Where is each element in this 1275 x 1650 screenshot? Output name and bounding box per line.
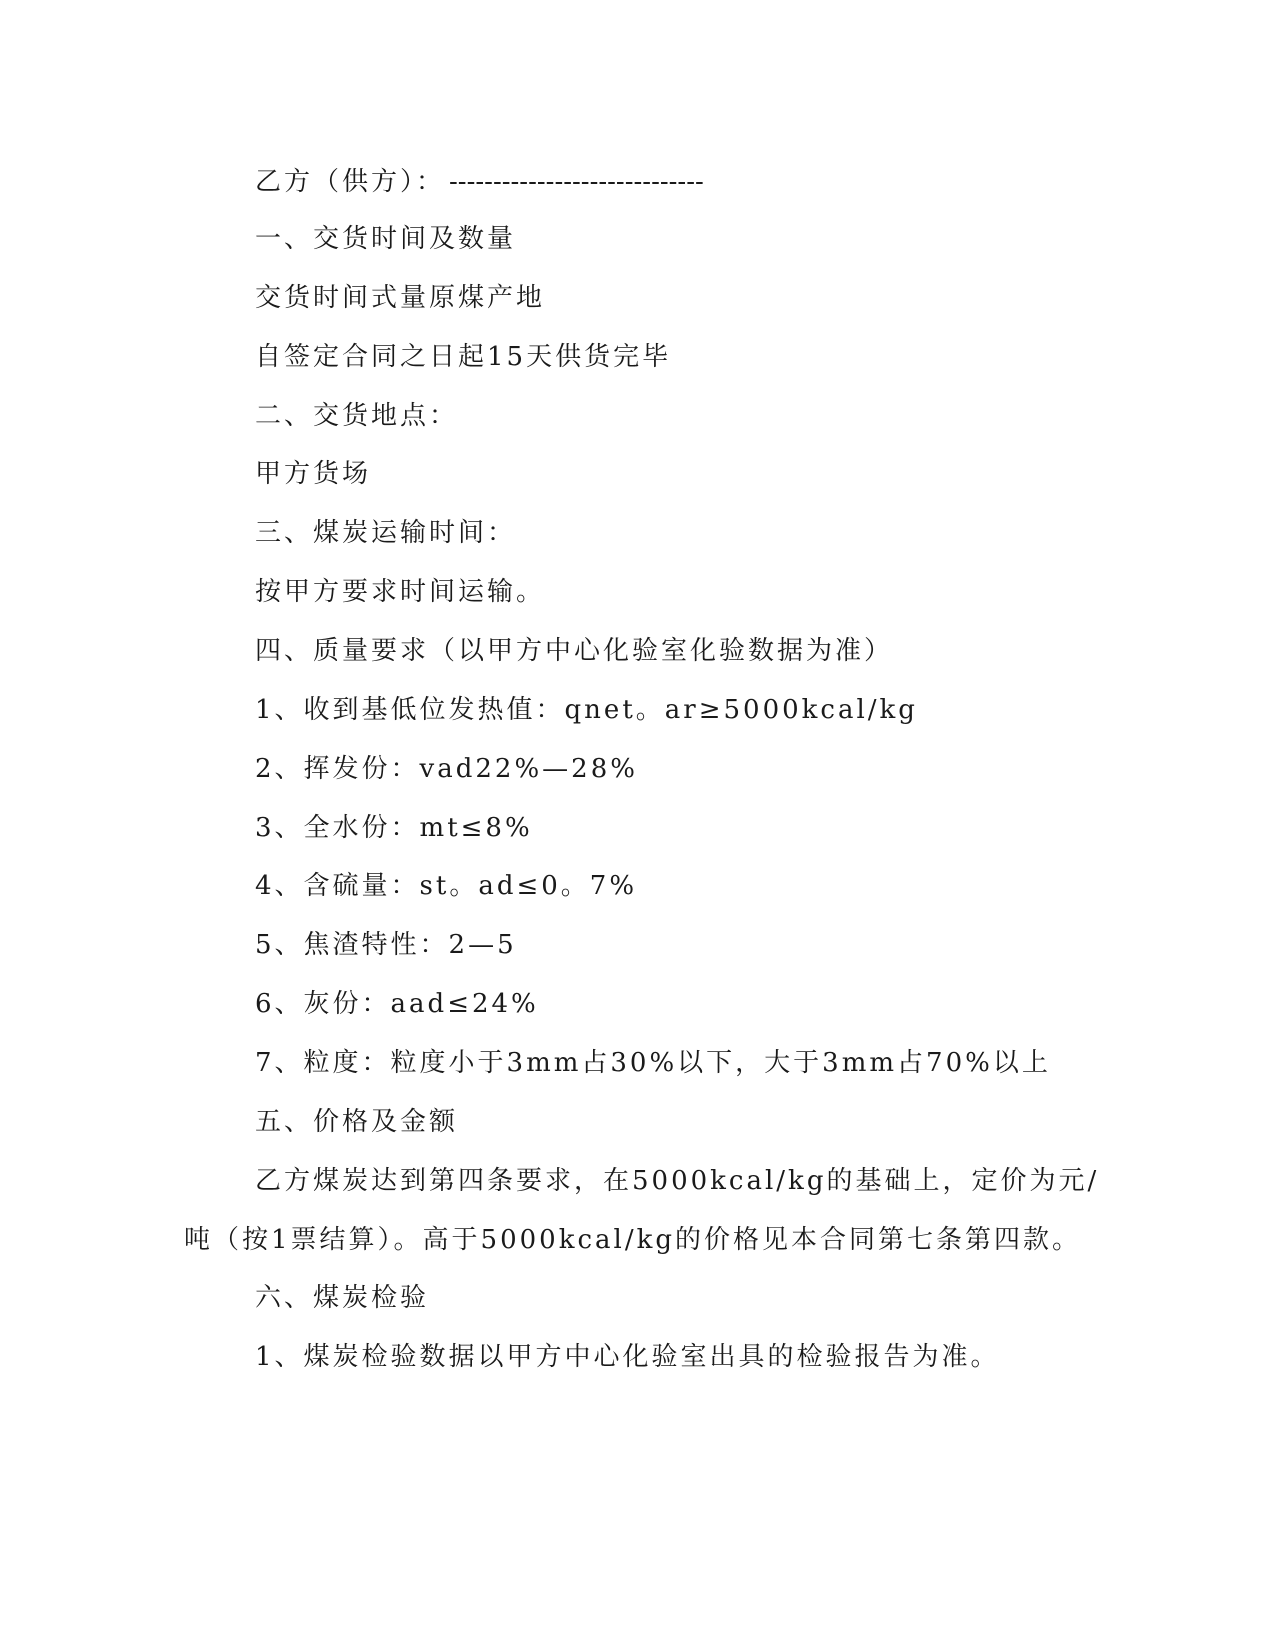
section-4-title: 四、质量要求（以甲方中心化验室化验数据为准）	[255, 636, 894, 666]
section-6-item-1: 1、煤炭检验数据以甲方中心化验室出具的检验报告为准。	[255, 1342, 1000, 1372]
section-3-title: 三、煤炭运输时间：	[255, 518, 517, 548]
section-2-line-1: 甲方货场	[255, 459, 372, 489]
section-4-item-6: 6、灰份：aad≤24%	[255, 989, 539, 1019]
section-6-title: 六、煤炭检验	[255, 1283, 430, 1313]
section-4-item-4: 4、含硫量：st。ad≤0。7%	[255, 871, 638, 901]
section-4-item-5: 5、焦渣特性：2—5	[255, 930, 517, 960]
section-3-line-1: 按甲方要求时间运输。	[255, 577, 546, 607]
section-4-item-7: 7、粒度：粒度小于3mm占30%以下，大于3mm占70%以上	[255, 1048, 1051, 1078]
party-b-label: 乙方（供方）：	[255, 167, 446, 197]
section-1-title: 一、交货时间及数量	[255, 224, 517, 254]
section-4-item-3: 3、全水份：mt≤8%	[255, 813, 533, 843]
section-5-title: 五、价格及金额	[255, 1107, 459, 1137]
section-2-title: 二、交货地点：	[255, 401, 459, 431]
section-5-paragraph-line-2: 吨（按1票结算）。高于5000kcal/kg的价格见本合同第七条第四款。	[184, 1225, 1082, 1255]
party-b-line	[255, 164, 704, 200]
section-5-paragraph-line-1: 乙方煤炭达到第四条要求，在5000kcal/kg的基础上，定价为元/	[255, 1166, 1100, 1196]
party-b-blank: -----------------------------	[449, 167, 704, 197]
section-1-line-1: 交货时间式量原煤产地	[255, 283, 546, 313]
section-4-item-2: 2、挥发份：vad22%—28%	[255, 754, 638, 784]
section-1-line-2: 自签定合同之日起15天供货完毕	[255, 342, 672, 372]
section-4-item-1: 1、收到基低位发热值：qnet。ar≥5000kcal/kg	[255, 695, 918, 725]
